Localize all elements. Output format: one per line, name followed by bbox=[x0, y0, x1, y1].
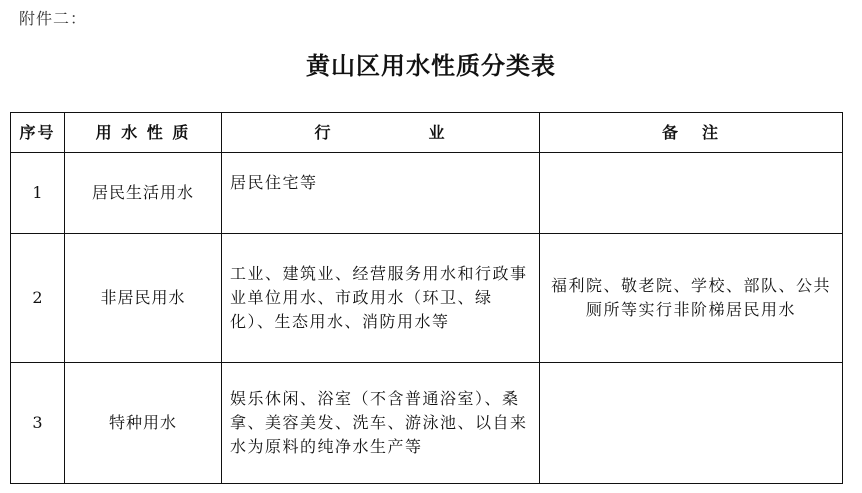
table-row bbox=[11, 153, 843, 234]
row-no: 3 bbox=[11, 363, 65, 484]
table-header-row bbox=[11, 113, 843, 153]
header-industry-char-1: 行 bbox=[314, 122, 333, 142]
row-industry: 工业、建筑业、经营服务用水和行政事业单位用水、市政用水（环卫、绿化）、生态用水、消防用水等 bbox=[222, 234, 540, 363]
header-industry-char-2: 业 bbox=[428, 122, 447, 142]
table-row bbox=[11, 234, 843, 363]
row-industry: 居民住宅等 bbox=[222, 153, 540, 234]
row-industry: 娱乐休闲、浴室（不含普通浴室）、桑拿、美容美发、洗车、游泳池、以自来水为原料的纯净水生产等 bbox=[222, 363, 540, 484]
header-note-char-1: 备 bbox=[661, 122, 680, 142]
page-title: 黄山区用水性质分类表 bbox=[306, 52, 556, 80]
row-type: 特种用水 bbox=[65, 363, 222, 484]
header-note bbox=[540, 113, 843, 153]
water-use-classification-table bbox=[10, 112, 843, 484]
table-row bbox=[11, 363, 843, 484]
row-no: 1 bbox=[11, 153, 65, 234]
header-note-char-2: 注 bbox=[702, 122, 721, 142]
row-note: 福利院、敬老院、学校、部队、公共厕所等实行非阶梯居民用水 bbox=[540, 234, 843, 363]
header-industry bbox=[222, 113, 540, 153]
attachment-label: 附件二： bbox=[19, 9, 88, 28]
row-type: 居民生活用水 bbox=[65, 153, 222, 234]
row-note bbox=[540, 363, 843, 484]
row-no: 2 bbox=[11, 234, 65, 363]
row-note bbox=[540, 153, 843, 234]
header-type: 用 水 性 质 bbox=[65, 113, 222, 153]
row-type: 非居民用水 bbox=[65, 234, 222, 363]
header-no: 序号 bbox=[11, 113, 65, 153]
